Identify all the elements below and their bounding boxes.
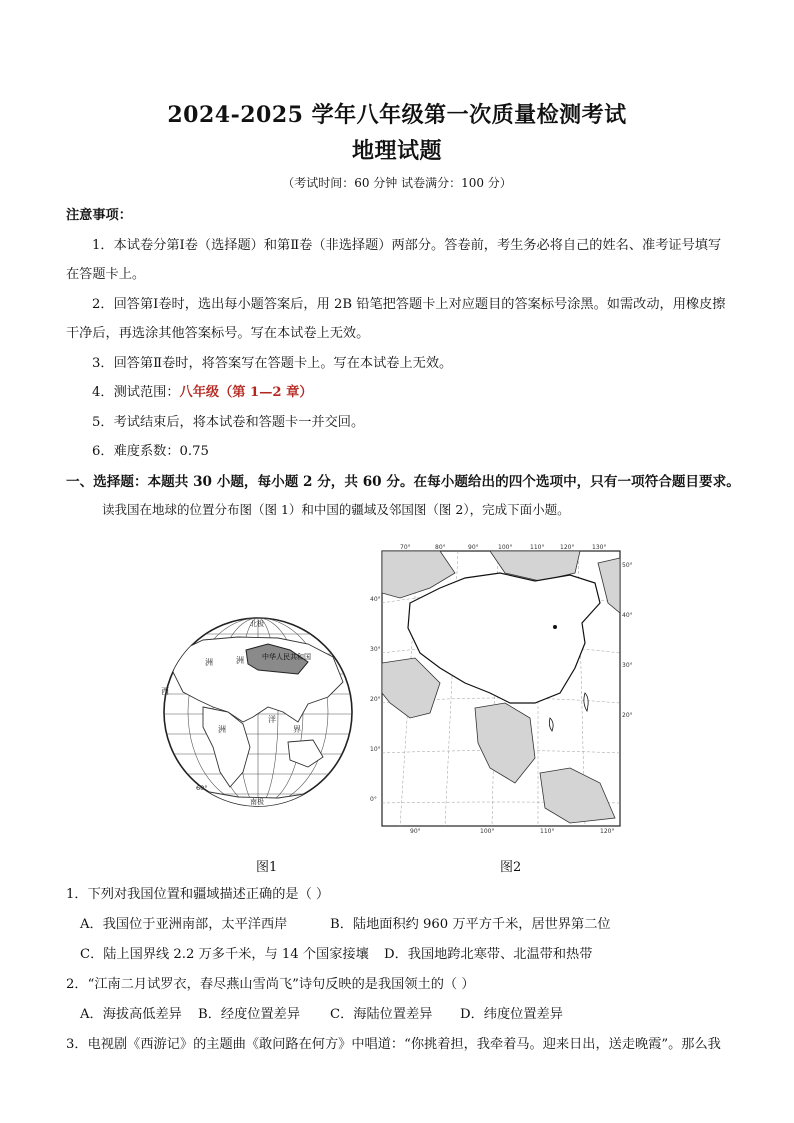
subject-title: 地理试题 <box>351 138 442 164</box>
note-3: 3．回答第Ⅱ卷时，将答案写在答题卡上。写在本试卷上无效。 <box>92 356 453 371</box>
map-lat-right-0: 50° <box>622 562 633 569</box>
map-lat-right-1: 40° <box>622 612 633 619</box>
map-lon-bottom-2: 110° <box>540 828 555 835</box>
map-lon-top-6: 130° <box>592 544 607 551</box>
globe-africa-label: 洲 <box>218 725 226 734</box>
section-1-heading: 一、选择题：本题共 30 小题，每小题 2 分，共 60 分。在每小题给出的四个选项中，只有一项符合题目要求。 <box>66 474 740 490</box>
map-lat-left <box>370 596 381 803</box>
exam-title: 2024-2025 学年八年级第一次质量检测考试 <box>167 102 627 128</box>
exam-info: （考试时间：60 分钟 试卷满分：100 分） <box>282 176 512 190</box>
map-lon-bottom <box>410 828 614 835</box>
figure-2-caption: 图2 <box>500 860 522 875</box>
map-lon-top-0: 70° <box>400 544 411 551</box>
china-map-figure <box>370 543 633 835</box>
note-4 <box>92 381 313 400</box>
note-2-line-2: 干净后，再选涂其他答案标号。写在本试卷上无效。 <box>66 326 370 341</box>
question-2-option-c[interactable]: C．海陆位置差异 <box>330 1007 433 1022</box>
map-lon-bottom-1: 100° <box>480 828 495 835</box>
globe-west-label: 西 <box>161 687 169 696</box>
figure-1-caption: 图1 <box>256 860 278 875</box>
map-lat-left-3: 10° <box>370 746 381 753</box>
note-5: 5．考试结束后，将本试卷和答题卡一并交回。 <box>92 415 365 430</box>
map-lat-right-2: 30° <box>622 662 633 669</box>
section-1-intro: 读我国在地球的位置分布图（图 1）和中国的疆域及邻国图（图 2），完成下面小题。 <box>102 502 570 517</box>
map-lon-bottom-0: 90° <box>410 828 421 835</box>
question-2-stem: 2．“江南二月试罗衣，春尽燕山雪尚飞”诗句反映的是我国领土的（ ） <box>66 977 475 992</box>
globe-ocean-label: 洋 <box>268 715 276 724</box>
question-1-option-c[interactable]: C．陆上国界线 2.2 万多千米，与 14 个国家接壤 <box>80 947 369 962</box>
globe-pacific-label: 界 <box>293 725 301 734</box>
notes-heading: 注意事项： <box>66 208 132 223</box>
globe-china-label: 中华人民共和国 <box>262 653 311 661</box>
question-1-stem: 1．下列对我国位置和疆域描述正确的是（ ） <box>66 887 330 902</box>
globe-north-pole-label: 北极 <box>250 620 264 628</box>
question-2-option-a[interactable]: A．海拔高低差异 <box>80 1007 182 1022</box>
beijing-marker <box>553 625 557 629</box>
map-lat-right-3: 20° <box>622 712 633 719</box>
note-1-line-1: 1．本试卷分第Ⅰ卷（选择题）和第Ⅱ卷（非选择题）两部分。答卷前，考生务必将自己的姓名、准考证号填写 <box>92 238 722 253</box>
globe-south-pole-label: 南极 <box>250 798 264 806</box>
map-lon-top-1: 80° <box>435 544 446 551</box>
globe-asia-label: 洲 <box>236 656 244 665</box>
question-2-option-d[interactable]: D．纬度位置差异 <box>460 1007 563 1022</box>
globe-lat-label: 60° <box>196 784 208 792</box>
note-4-prefix: 4．测试范围： <box>92 385 180 400</box>
question-1-option-d[interactable]: D．我国地跨北寒带、北温带和热带 <box>384 947 593 962</box>
map-lon-top <box>400 544 606 551</box>
note-6: 6．难度系数：0.75 <box>92 444 209 459</box>
map-lon-top-4: 110° <box>530 544 545 551</box>
map-lon-top-3: 100° <box>498 544 513 551</box>
map-lon-bottom-3: 120° <box>600 828 615 835</box>
note-4-range: 八年级（第 1—2 章） <box>179 385 313 400</box>
map-lat-left-1: 30° <box>370 646 381 653</box>
note-1-line-2: 在答题卡上。 <box>66 267 146 282</box>
question-1-option-b[interactable]: B．陆地面积约 960 万平方千米，居世界第二位 <box>330 917 611 932</box>
globe-europe-label: 洲 <box>205 658 213 667</box>
globe-figure <box>158 612 358 812</box>
map-lat-right <box>622 562 633 719</box>
question-3-stem: 3．电视剧《西游记》的主题曲《敢问路在何方》中唱道：“你挑着担，我牵着马。迎来日出，送走晚霞”。那么我 <box>66 1037 721 1052</box>
map-lat-left-4: 0° <box>370 796 377 803</box>
question-2-option-b[interactable]: B．经度位置差异 <box>198 1007 301 1022</box>
map-lon-top-5: 120° <box>560 544 575 551</box>
map-lon-top-2: 90° <box>468 544 479 551</box>
question-1-option-a[interactable]: A．我国位于亚洲南部，太平洋西岸 <box>80 917 288 932</box>
map-lat-left-2: 20° <box>370 696 381 703</box>
note-2-line-1: 2．回答第Ⅰ卷时，选出每小题答案后，用 2B 铅笔把答题卡上对应题目的答案标号涂黑。如需改动，用橡皮擦 <box>92 297 726 312</box>
map-lat-left-0: 40° <box>370 596 381 603</box>
